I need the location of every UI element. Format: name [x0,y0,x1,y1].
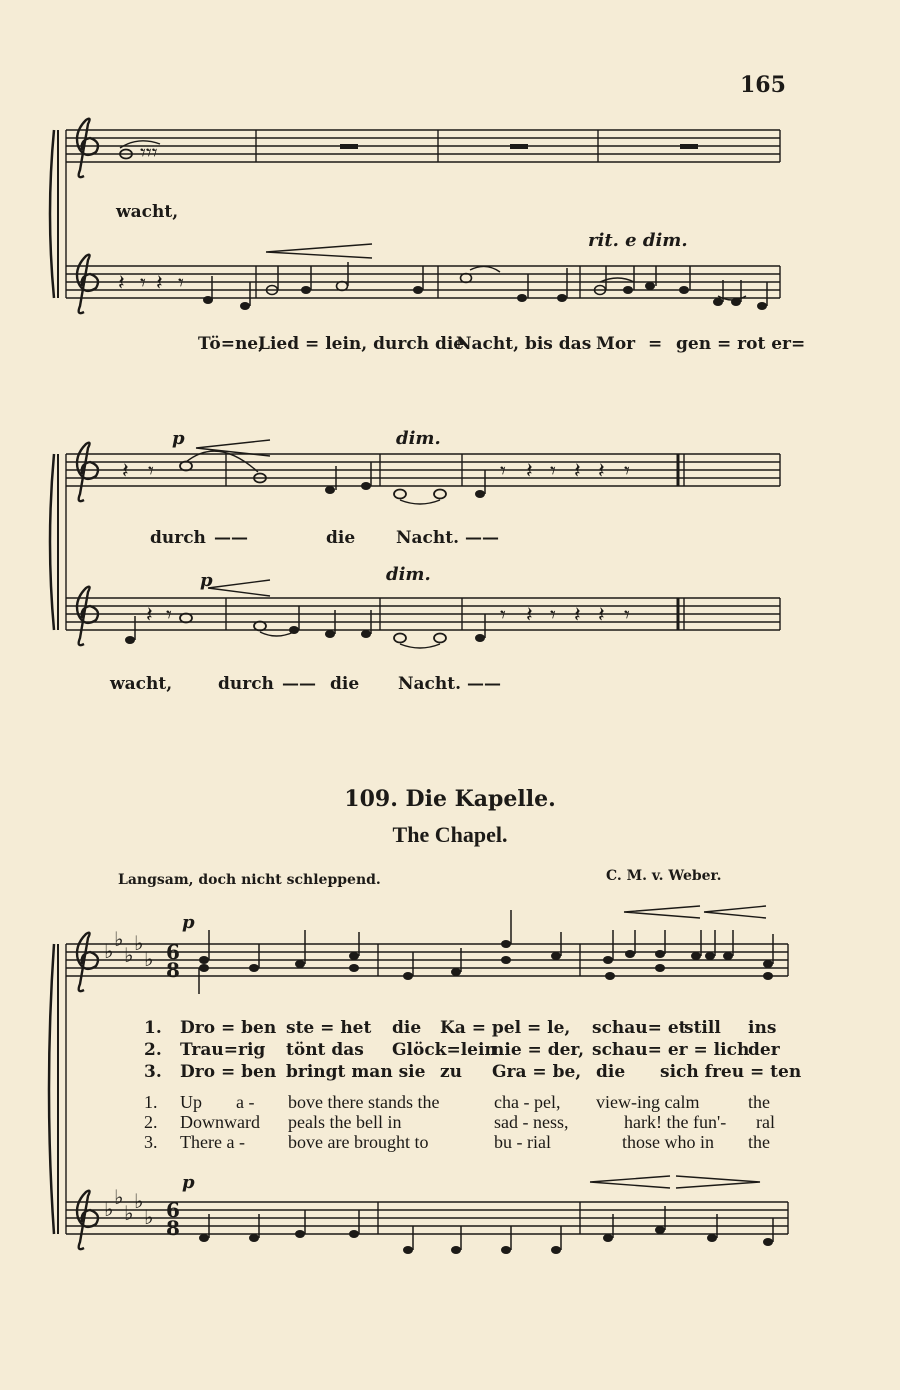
svg-text:♭: ♭ [124,943,134,967]
svg-text:♭: ♭ [114,1185,124,1209]
svg-text:𝄾: 𝄾 [550,459,556,484]
german-verse-2 [0,1040,900,1062]
song-dynamic-upper: p [182,912,195,933]
svg-text:𝄽: 𝄽 [156,271,163,296]
song-english-title: The Chapel. [392,822,508,847]
lyric-syllable: Nacht. —— [398,674,501,694]
lyric-syllable: die [596,1062,626,1082]
svg-text:𝄾: 𝄾 [624,459,630,484]
svg-text:8: 8 [166,1216,180,1240]
lyric-syllable: bringt man sie [286,1062,426,1082]
lyric-syllable: ral [756,1112,775,1132]
lyric-syllable: Up [180,1092,202,1112]
verse-number: 1. [144,1018,162,1038]
lyric-syllable: a - [236,1092,255,1112]
lyric-syllable: schau= et [592,1018,687,1038]
lyric-syllable: sich freu = ten [660,1062,802,1082]
lyric-syllable: Glöck=lein [392,1040,497,1060]
lyric-syllable: the [748,1092,770,1112]
lyric-syllable: Ka = pel = le, [440,1018,571,1038]
lyric-syllable: Nacht. —— [396,528,499,548]
system1-voice1-lyric: wacht, [116,202,179,222]
svg-text:𝄾: 𝄾 [624,603,630,628]
svg-text:♭: ♭ [124,1201,134,1225]
lyric-syllable: —— [214,528,248,548]
lyric-syllable: Tö=ne, [198,334,265,354]
svg-text:𝄾𝄾𝄾: 𝄾𝄾𝄾 [140,141,158,166]
lyric-syllable: the [748,1132,770,1152]
lyric-syllable: —— [282,674,316,694]
svg-text:8: 8 [166,958,180,982]
system2-dynamic-p-upper: p [172,428,185,449]
german-verse-1 [0,1018,900,1040]
lyric-syllable: Lied = lein, durch die [258,334,465,354]
rests [118,271,630,628]
svg-text:𝄾: 𝄾 [140,271,146,296]
svg-text:𝄽: 𝄽 [574,603,581,628]
svg-text:♭: ♭ [104,939,114,963]
svg-text:𝄾: 𝄾 [178,271,184,296]
svg-text:𝄾: 𝄾 [500,603,506,628]
lyric-syllable: Dro = ben [180,1018,277,1038]
svg-text:𝄾: 𝄾 [148,459,154,484]
lyric-syllable: der [748,1040,780,1060]
lyric-syllable: sad - ness, [494,1112,569,1132]
svg-text:𝄾: 𝄾 [500,459,506,484]
lyric-syllable: hark! the fun'- [624,1112,727,1132]
german-verse-3 [0,1062,900,1084]
svg-text:6: 6 [166,1198,180,1222]
svg-text:𝄽: 𝄽 [146,603,153,628]
song-number-title: 109. Die Kapelle. [344,786,556,812]
lyric-syllable: Trau=rig [180,1040,266,1060]
svg-text:♭: ♭ [134,931,144,955]
system2-dim-lower: dim. [386,564,431,585]
lyric-syllable: schau= er = lich [592,1040,750,1060]
lyric-syllable: die [326,528,356,548]
svg-text:𝄽: 𝄽 [526,459,533,484]
svg-text:𝄽: 𝄽 [526,603,533,628]
svg-text:♭: ♭ [104,1197,114,1221]
lyric-syllable: wacht, [110,674,173,694]
svg-text:6: 6 [166,940,180,964]
svg-text:♭: ♭ [144,947,154,971]
tempo-marking: Langsam, doch nicht schleppend. [118,872,381,888]
lyric-syllable: bove there stands the [288,1092,440,1112]
english-verse-1 [0,1092,900,1114]
lyric-syllable: Downward [180,1112,260,1132]
svg-text:𝄽: 𝄽 [574,459,581,484]
page-number: 165 [740,72,786,98]
verse-number: 3. [144,1062,162,1082]
lyric-syllable: gen = rot er= [676,334,806,354]
svg-text:𝄾: 𝄾 [550,603,556,628]
lyric-syllable: Nacht, bis das [456,334,592,354]
system2-dim-upper: dim. [396,428,441,449]
song-dynamic-lower: p [182,1172,195,1193]
lyric-syllable: durch [150,528,206,548]
lyric-syllable: those who in [622,1132,714,1152]
lyric-syllable: view-ing calm [596,1092,700,1112]
svg-text:𝄽: 𝄽 [598,459,605,484]
svg-text:♭: ♭ [114,927,124,951]
lyric-syllable: zu [440,1062,463,1082]
verse-number: 2. [144,1112,158,1132]
lyric-syllable: tönt das [286,1040,364,1060]
staff-system2-upper [66,454,780,486]
lyric-syllable: durch [218,674,274,694]
svg-text:𝄾: 𝄾 [166,603,172,628]
svg-text:♭: ♭ [134,1189,144,1213]
lyric-syllable: bove are brought to [288,1132,429,1152]
english-verse-2 [0,1112,900,1134]
lyric-syllable: ste = het [286,1018,372,1038]
svg-text:𝄽: 𝄽 [122,459,129,484]
lyric-syllable: = [648,334,663,354]
verse-number: 1. [144,1092,158,1112]
verse-number: 3. [144,1132,158,1152]
lyric-syllable: Mor [596,334,636,354]
lyric-syllable: Gra = be, [492,1062,582,1082]
verse-number: 2. [144,1040,162,1060]
svg-text:𝄽: 𝄽 [598,603,605,628]
english-verse-3 [0,1132,900,1154]
system2-dynamic-p-lower: p [200,570,213,591]
svg-text:𝄽: 𝄽 [118,271,125,296]
lyric-syllable: peals the bell in [288,1112,402,1132]
lyric-syllable: cha - pel, [494,1092,561,1112]
lyric-syllable: die [330,674,360,694]
lyric-syllable: nie = der, [492,1040,585,1060]
lyric-syllable: die [392,1018,422,1038]
time-signature [166,940,180,1240]
lyric-syllable: ins [748,1018,777,1038]
staff-system1-upper [66,130,780,162]
lyric-syllable: still [684,1018,721,1038]
noteheads [120,141,773,1254]
lyric-syllable: Dro = ben [180,1062,277,1082]
system1-rit-dim: rit. e dim. [588,230,688,251]
composer: C. M. v. Weber. [606,868,722,884]
svg-text:♭: ♭ [144,1205,154,1229]
staff-system2-lower [66,598,780,630]
lyric-syllable: There a - [180,1132,245,1152]
lyric-syllable: bu - rial [494,1132,551,1152]
